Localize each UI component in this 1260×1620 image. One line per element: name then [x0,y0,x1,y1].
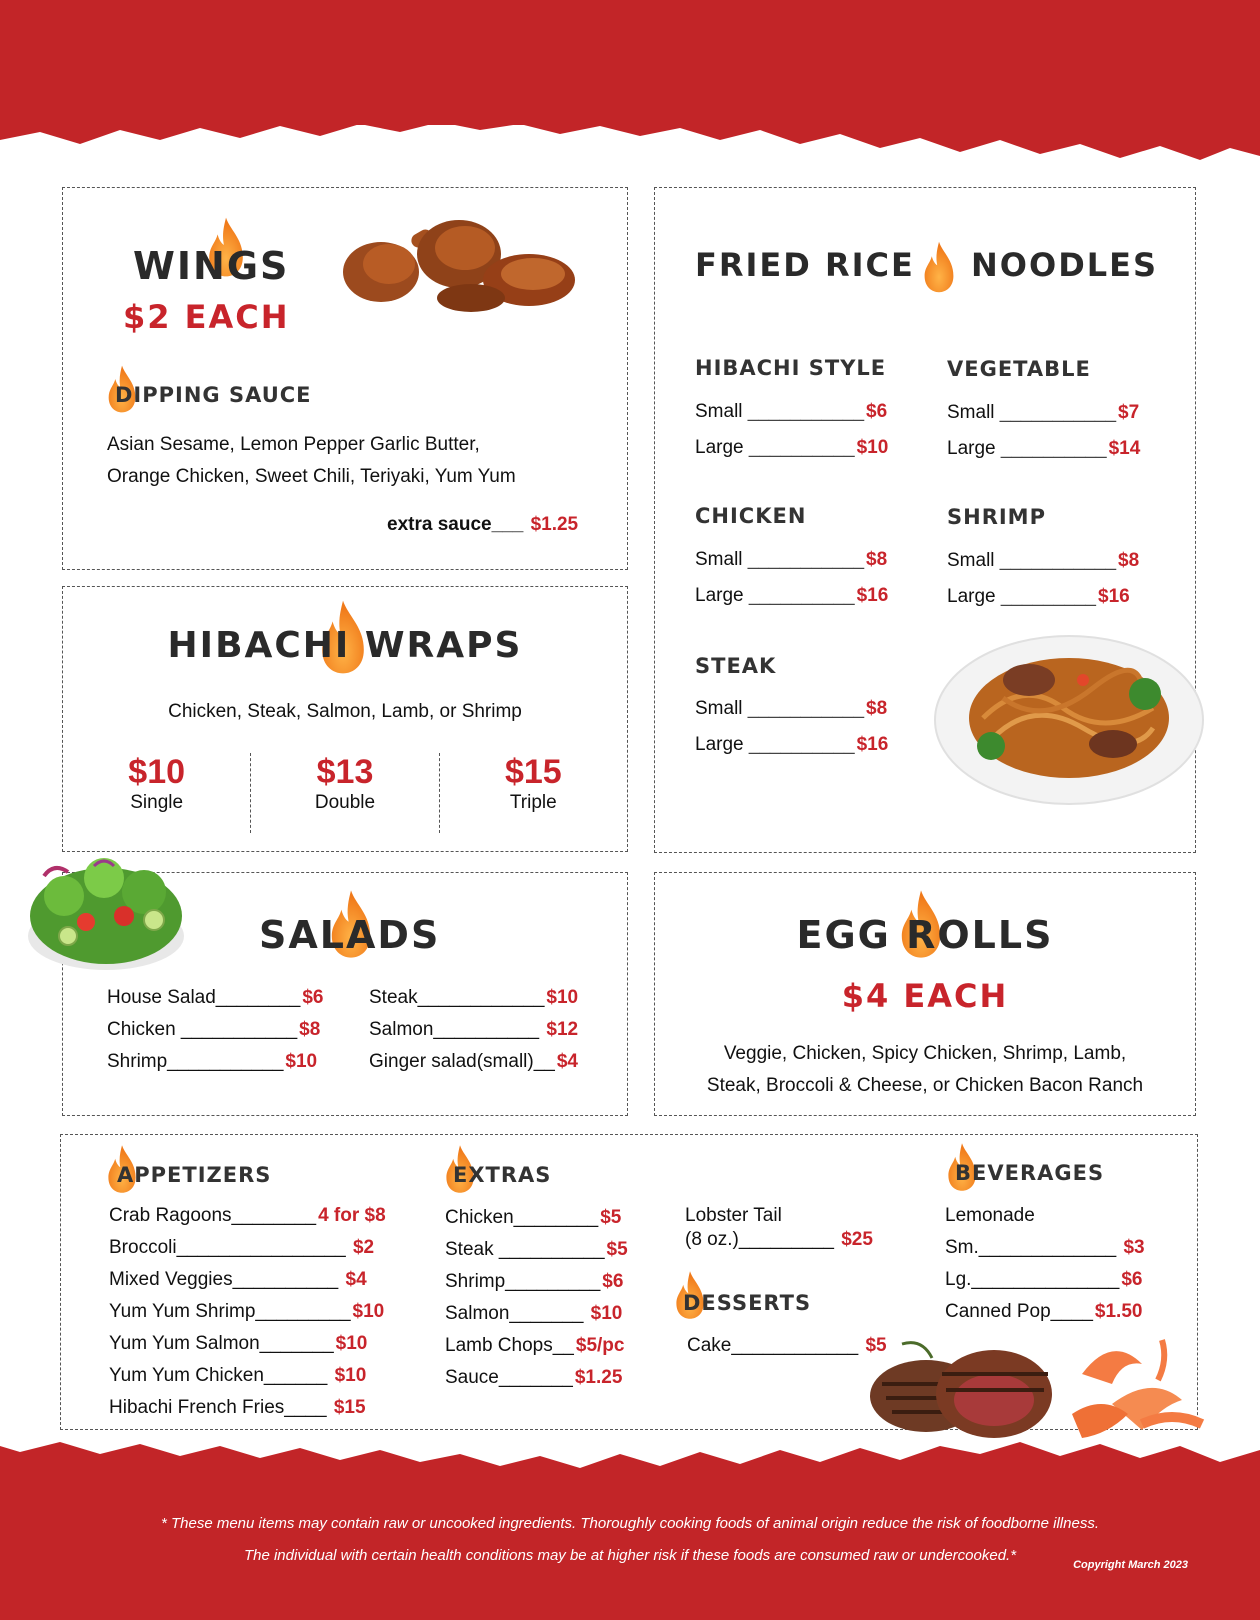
item-price: $10 [590,1303,623,1324]
price: $14 [1108,438,1141,459]
extra-item [445,1367,622,1389]
egg-rolls-price: $4 EACH [841,977,1009,1015]
beverages-title: BEVERAGES [955,1161,1105,1185]
item-label: Sm._____________ [945,1237,1122,1258]
lobster-label: Lobster Tail [685,1205,782,1226]
vegetable-large-row: Large __________ $14 [947,438,1141,459]
dipping-sauce-title: DIPPING SAUCE [115,383,312,407]
item-price: $1.50 [1094,1301,1143,1322]
item-price: $25 [841,1229,873,1250]
appetizer-item [109,1365,366,1387]
hibachi-large-row: Large __________ $10 [695,437,889,458]
wrap-option-double [251,753,439,833]
extra-item [445,1271,623,1293]
price: $10 [856,437,889,458]
fried-rice-noodles-section [654,187,1196,853]
beverage-item [945,1237,1145,1259]
size-label: Large [695,585,744,606]
item-price: $6 [302,987,324,1008]
price: $8 [866,698,888,719]
extra-item [445,1335,624,1357]
desserts-title: DESSERTS [683,1291,812,1315]
item-price: $10 [285,1051,318,1072]
wrap-label: Single [130,792,184,813]
price: $8 [1118,550,1140,571]
wraps-description: Chicken, Steak, Salmon, Lamb, or Shrimp [168,701,522,722]
item-label: Canned Pop____ [945,1301,1093,1322]
item-label: Hibachi French Fries____ [109,1397,332,1418]
sauces-line-1: Asian Sesame, Lemon Pepper Garlic Butter, [107,434,480,455]
price: $8 [866,549,888,570]
item-label: Chicken ___________ [107,1019,298,1040]
extra-sauce-label: extra sauce___ [387,514,524,535]
beverage-item [945,1301,1142,1323]
wrap-price: $15 [504,753,562,791]
item-label: House Salad________ [107,987,301,1008]
steak-large-row: Large __________ $16 [695,734,889,755]
price: $16 [1098,586,1130,607]
item-price: $5 [865,1335,887,1356]
sauces-line-2: Orange Chicken, Sweet Chili, Teriyaki, Yum Yum [107,466,516,487]
appetizer-item [109,1269,367,1291]
price: $16 [856,585,889,606]
size-label: Small [695,549,743,570]
item-label: Yum Yum Chicken______ [109,1365,333,1386]
appetizers-title: APPETIZERS [117,1163,272,1187]
item-price: $15 [333,1397,366,1418]
item-price: $1.25 [574,1367,623,1388]
item-price: $5 [600,1207,622,1228]
lemonade-label: Lemonade [945,1205,1035,1226]
wraps-options [63,753,627,833]
item-label: Lamb Chops__ [445,1335,574,1356]
item-label: Salmon_______ [445,1303,589,1324]
item-price: $10 [334,1365,367,1386]
salads-title: SALADS [259,913,441,957]
item-price: $4 [556,1051,578,1072]
salad-item [369,987,578,1009]
item-price: 4 for $8 [318,1205,386,1226]
vegetable-title: VEGETABLE [947,357,1091,381]
steak-small-row: Small ___________ $8 [695,698,888,719]
top-red-band [0,0,1260,125]
salad-item [369,1019,578,1041]
wings-section [62,187,628,570]
item-price: $12 [546,1019,579,1040]
item-label: Steak __________ [445,1239,605,1260]
size-label: Large [695,437,744,458]
item-label: Sauce_______ [445,1367,573,1388]
item-label: Cake____________ [687,1335,864,1356]
wrap-label: Triple [509,792,557,813]
extra-sauce-price: $1.25 [530,514,579,535]
wrap-option-single [63,753,251,833]
egg-rolls-line-2: Steak, Broccoli & Cheese, or Chicken Bacon Ranch [706,1075,1144,1096]
size-label: Small [695,698,743,719]
item-price: $10 [352,1301,385,1322]
item-label: Broccoli________________ [109,1237,351,1258]
extra-item [445,1303,622,1325]
extra-sauce-row [387,514,578,536]
steak-title: STEAK [695,654,777,678]
extra-item [445,1239,628,1261]
chicken-wings-illustration [341,202,591,322]
wrap-option-triple [440,753,627,833]
fried-rice-title: FRIED RICE [695,246,915,284]
flame-icon [921,240,957,294]
dessert-item [687,1335,887,1357]
price: $6 [866,401,888,422]
salad-item [107,1051,317,1073]
salad-item [369,1051,578,1073]
item-price: $5 [606,1239,628,1260]
copyright: Copyright March 2023 [1073,1559,1188,1571]
egg-rolls-section [654,872,1196,1116]
shrimp-small-row: Small ___________ $8 [947,550,1140,571]
appetizer-item [109,1237,374,1259]
price: $16 [856,734,889,755]
bottom-red-band [0,1470,1260,1620]
shrimp-large-row: Large _________ $16 [947,586,1130,607]
item-price: $10 [335,1333,368,1354]
wings-price: $2 EACH [123,298,290,336]
item-price: $8 [299,1019,321,1040]
vegetable-small-row: Small ___________ $7 [947,402,1140,423]
hibachi-wraps-section [62,586,628,852]
appetizer-item [109,1397,366,1419]
item-label: Shrimp_________ [445,1271,601,1292]
item-label: Crab Ragoons________ [109,1205,317,1226]
lobster-row [685,1229,873,1251]
item-price: $5/pc [575,1335,625,1356]
shrimp-title: SHRIMP [947,505,1046,529]
item-label: Ginger salad(small)__ [369,1051,555,1072]
noodles-title: NOODLES [971,246,1159,284]
item-label: Steak____________ [369,987,545,1008]
appetizer-item [109,1205,386,1227]
extra-item [445,1207,621,1229]
extras-title: EXTRAS [453,1163,552,1187]
item-label: Lg.______________ [945,1269,1120,1290]
chicken-large-row: Large __________ $16 [695,585,889,606]
price: $7 [1118,402,1140,423]
size-label: Small [695,401,743,422]
salad-item [107,1019,320,1041]
hibachi-small-row: Small ___________ $6 [695,401,888,422]
wrap-label: Double [314,792,376,813]
top-torn-edge [0,118,1260,173]
egg-rolls-line-1: Veggie, Chicken, Spicy Chicken, Shrimp, Lamb, [723,1043,1127,1064]
noodles-plate-illustration [933,628,1205,808]
item-price: $6 [602,1271,624,1292]
footer-disclaimer-line-2: The individual with certain health conditions may be at higher risk if these foods are consumed raw or undercooked.* [243,1547,1017,1564]
size-label: Large [695,734,744,755]
appetizer-item [109,1333,367,1355]
item-price: $3 [1123,1237,1145,1258]
item-price: $4 [345,1269,367,1290]
size-label: Large [947,586,996,607]
wrap-price: $10 [128,753,186,791]
wings-title: WINGS [133,244,290,288]
size-label: Large [947,438,996,459]
item-label: (8 oz.)_________ [685,1229,840,1250]
size-label: Small [947,402,995,423]
item-label: Shrimp___________ [107,1051,284,1072]
item-label: Yum Yum Shrimp_________ [109,1301,351,1322]
item-label: Yum Yum Salmon_______ [109,1333,334,1354]
item-label: Mixed Veggies__________ [109,1269,344,1290]
item-price: $6 [1121,1269,1143,1290]
chicken-title: CHICKEN [695,504,807,528]
appetizer-item [109,1301,384,1323]
beverage-item [945,1269,1143,1291]
size-label: Small [947,550,995,571]
item-price: $10 [546,987,579,1008]
salad-item [107,987,323,1009]
item-label: Salmon__________ [369,1019,545,1040]
item-price: $2 [352,1237,375,1258]
footer-disclaimer-line-1: * These menu items may contain raw or uncooked ingredients. Thoroughly cooking foods of animal origin reduce the risk of foodborne illness. [160,1515,1099,1532]
wrap-price: $13 [316,753,374,791]
hibachi-style-title: HIBACHI STYLE [695,356,887,380]
salad-bowl-illustration [24,836,188,976]
steak-and-shrimp-illustration [862,1334,1218,1458]
egg-rolls-title: EGG ROLLS [796,913,1054,957]
item-label: Chicken________ [445,1207,599,1228]
chicken-small-row: Small ___________ $8 [695,549,888,570]
wraps-title: HIBACHI WRAPS [167,625,523,666]
